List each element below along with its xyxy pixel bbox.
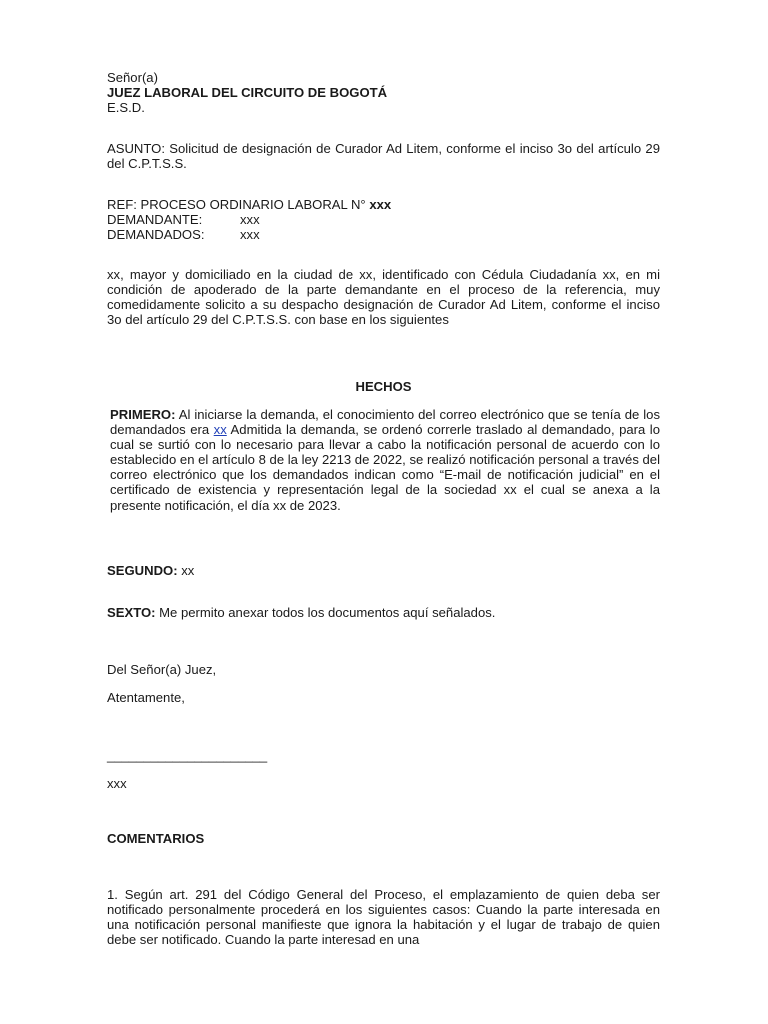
asunto-paragraph: ASUNTO: Solicitud de designación de Curador Ad Litem, conforme el inciso 3o del artículo 29 del C.P.T.S.S. xyxy=(107,141,660,172)
demandante-label: DEMANDANTE: xyxy=(107,212,203,228)
ref-label: REF: PROCESO ORDINARIO LABORAL N° xyxy=(107,197,370,212)
greeting: Señor(a) xyxy=(107,70,158,85)
demandante-value: xxx xyxy=(240,212,260,228)
intro-paragraph: xx, mayor y domiciliado en la ciudad de xx, identificado con Cédula Ciudadanía xx, en mi condición de apoderado de la parte demandante en el proceso de la referencia, muy comedidamente solicito a su despacho designación de Curador Ad Litem, conforme el inciso 3o del artículo 29 del C.P.T.S.S. con base en los siguientes xyxy=(107,267,660,328)
salutation: Del Señor(a) Juez, xyxy=(107,662,217,677)
comentario-1: 1. Según art. 291 del Código General del Proceso, el emplazamiento de quien deba ser notificado personalmente procederá en los siguientes casos: Cuando la parte interesada en una notificación personal manifieste que ignora la habitación y el lugar de trabajo de quien debe ser notificado. Cuando la parte interesad en una xyxy=(107,887,660,948)
sexto-label: SEXTO: xyxy=(107,605,156,620)
primero-paragraph xyxy=(110,407,660,513)
signature-line: ______________________ xyxy=(107,748,268,763)
ref-number: xxx xyxy=(369,197,392,212)
ref-line xyxy=(107,197,660,212)
email-link[interactable]: xx xyxy=(213,422,227,438)
comentarios-title: COMENTARIOS xyxy=(107,831,205,846)
sexto-text: Me permito anexar todos los documentos aquí señalados. xyxy=(155,605,496,620)
segundo-label: SEGUNDO: xyxy=(107,563,178,578)
demandados-label: DEMANDADOS: xyxy=(107,227,205,243)
sexto-paragraph xyxy=(107,605,660,620)
demandados-line xyxy=(107,227,660,242)
segundo-paragraph xyxy=(107,563,660,578)
segundo-text: xx xyxy=(177,563,195,578)
signer-name: xxx xyxy=(107,776,127,791)
reference-block xyxy=(107,197,660,242)
demandante-line xyxy=(107,212,660,227)
primero-text-a: Al iniciarse la demanda, el conocimiento del correo electrónico que se tenía de los demandados era xyxy=(110,407,660,438)
primero-text-b: Admitida la demanda, se ordenó correrle traslado al demandado, para lo cual se surtió con lo necesario para llevar a cabo la notificación personal de acuerdo con lo establecido en el artículo 8 de la ley 2213 de 2022, se realizó notificación personal a través del correo electrónico que los demandados indican como “E-mail de notificación judicial” en el certificado de existencia y representación legal de la sociedad xx el cual se anexa a la presente notificación, el día xx de 2023. xyxy=(110,422,660,513)
header-block xyxy=(107,70,660,115)
primero-label: PRIMERO: xyxy=(110,407,176,422)
esd: E.S.D. xyxy=(107,100,145,116)
hechos-title: HECHOS xyxy=(355,379,412,394)
regards: Atentamente, xyxy=(107,690,185,705)
demandados-value: xxx xyxy=(240,227,260,243)
addressee: JUEZ LABORAL DEL CIRCUITO DE BOGOTÁ xyxy=(107,85,388,101)
